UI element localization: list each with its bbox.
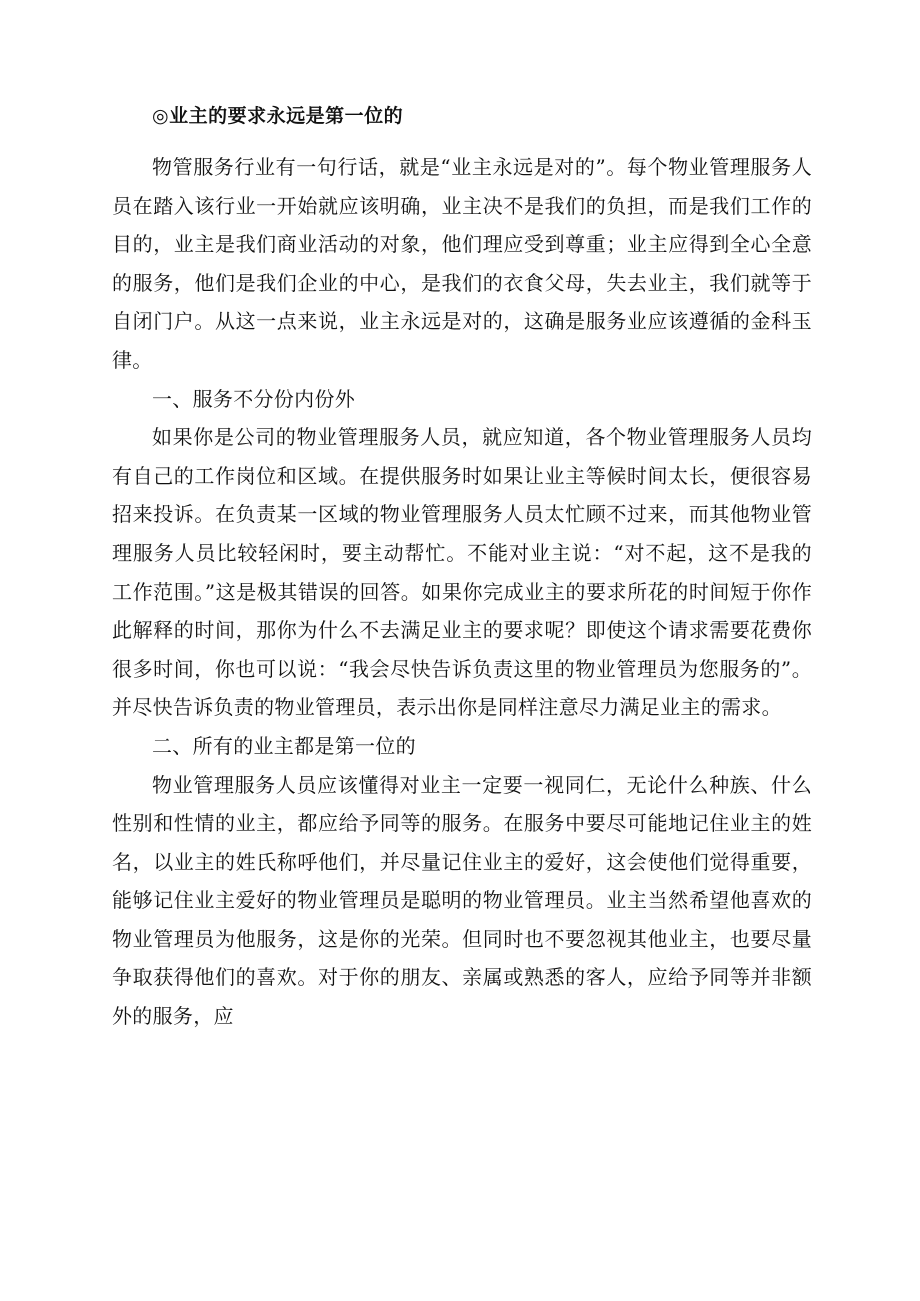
document-title: ◎业主的要求永远是第一位的 [152, 105, 404, 127]
section-1-heading: 一、服务不分份内份外 [152, 386, 355, 411]
document-page [112, 98, 812, 1036]
intro-paragraph: 物管服务行业有一句行话，就是“业主永远是对的”。每个物业管理服务人员在踏入该行业一开始就应该明确，业主决不是我们的负担，而是我们工作的目的，业主是我们商业活动的对象，他们理应受到尊重；业主应得到全心全意的服务，他们是我们企业的中心，是我们的衣食父母，失去业主，我们就等于自闭门户。从这一点来说，业主永远是对的，这确是服务业应该遵循的金科玉律。 [112, 155, 812, 372]
section-1-body: 如果你是公司的物业管理服务人员，就应知道，各个物业管理服务人员均有自己的工作岗位和区域。在提供服务时如果让业主等候时间太长，便很容易招来投诉。在负责某一区域的物业管理服务人员太忙顾不过来，而其他物业管理服务人员比较轻闲时，要主动帮忙。不能对业主说：“对不起，这不是我的工作范围。”这是极其错误的回答。如果你完成业主的要求所花的时间短于你作此解释的时间，那你为什么不去满足业主的要求呢？即使这个请求需要花费你很多时间，你也可以说：“我会尽快告诉负责这里的物业管理员为您服务的”。并尽快告诉负责的物业管理员，表示出你是同样注意尽力满足业主的需求。 [112, 425, 812, 720]
section-2-body: 物业管理服务人员应该懂得对业主一定要一视同仁，无论什么种族、什么性别和性情的业主，都应给予同等的服务。在服务中要尽可能地记住业主的姓名，以业主的姓氏称呼他们，并尽量记住业主的爱好，这会使他们觉得重要，能够记住业主爱好的物业管理员是聪明的物业管理员。业主当然希望他喜欢的物业管理员为他服务，这是你的光荣。但同时也不要忽视其他业主，也要尽量争取获得他们的喜欢。对于你的朋友、亲属或熟悉的客人，应给予同等并非额外的服务，应 [112, 772, 812, 1029]
section-2-heading: 二、所有的业主都是第一位的 [152, 733, 416, 758]
spacer [112, 134, 812, 148]
